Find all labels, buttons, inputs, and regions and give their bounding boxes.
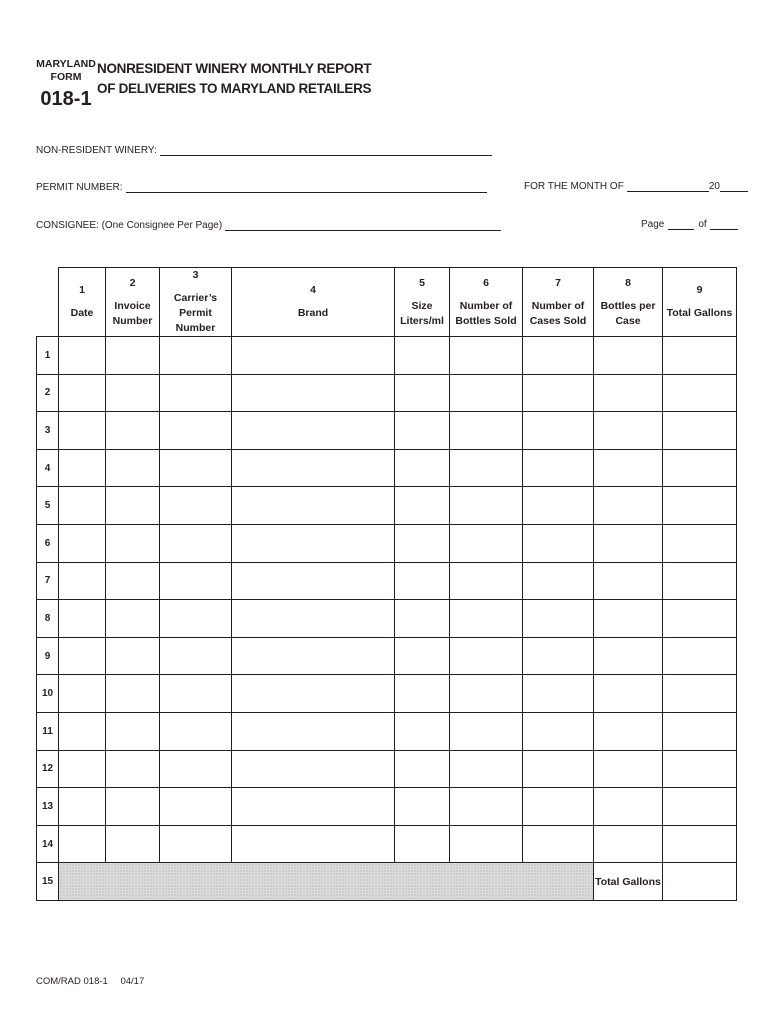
of-label: of <box>698 219 707 230</box>
table-row <box>37 562 737 600</box>
cell-bottles-sold[interactable] <box>450 712 523 750</box>
cell-bottles-per-case[interactable] <box>594 562 663 600</box>
row-number: 3 <box>37 412 59 450</box>
footer-form-code: COM/RAD 018-1 <box>36 976 108 987</box>
cell-invoice[interactable] <box>106 675 160 713</box>
cell-cases-sold[interactable] <box>523 788 594 826</box>
table-row <box>37 600 737 638</box>
cell-bottles-per-case[interactable] <box>594 637 663 675</box>
cell-size[interactable] <box>395 750 450 788</box>
cell-cases-sold[interactable] <box>523 675 594 713</box>
total-gallons-cell[interactable] <box>663 863 737 901</box>
cell-date[interactable] <box>59 374 106 412</box>
form-footer <box>36 976 154 987</box>
row-number: 10 <box>37 675 59 713</box>
cell-date[interactable] <box>59 337 106 375</box>
table-row <box>37 449 737 487</box>
cell-size[interactable] <box>395 600 450 638</box>
cell-date[interactable] <box>59 637 106 675</box>
row-number: 7 <box>37 562 59 600</box>
cell-invoice[interactable] <box>106 524 160 562</box>
cell-date[interactable] <box>59 600 106 638</box>
cell-invoice[interactable] <box>106 600 160 638</box>
cell-date[interactable] <box>59 712 106 750</box>
cell-cases-sold[interactable] <box>523 712 594 750</box>
row-number: 15 <box>37 863 59 901</box>
cell-brand[interactable] <box>232 637 395 675</box>
row-number: 12 <box>37 750 59 788</box>
cell-date[interactable] <box>59 825 106 863</box>
cell-brand[interactable] <box>232 750 395 788</box>
table-row <box>37 487 737 525</box>
table-row <box>37 750 737 788</box>
winery-field <box>36 144 492 156</box>
cell-date[interactable] <box>59 750 106 788</box>
table-row <box>37 675 737 713</box>
month-field <box>524 180 748 192</box>
cell-cases-sold[interactable] <box>523 524 594 562</box>
cell-invoice[interactable] <box>106 712 160 750</box>
cell-size[interactable] <box>395 449 450 487</box>
cell-carrier-permit[interactable] <box>160 788 232 826</box>
cell-cases-sold[interactable] <box>523 600 594 638</box>
cell-bottles-sold[interactable] <box>450 487 523 525</box>
cell-invoice[interactable] <box>106 562 160 600</box>
row-number: 14 <box>37 825 59 863</box>
shaded-area <box>59 863 594 901</box>
cell-carrier-permit[interactable] <box>160 600 232 638</box>
cell-bottles-per-case[interactable] <box>594 374 663 412</box>
cell-bottles-per-case[interactable] <box>594 487 663 525</box>
month-input-line[interactable] <box>627 180 709 192</box>
cell-brand[interactable] <box>232 712 395 750</box>
cell-invoice[interactable] <box>106 788 160 826</box>
cell-bottles-per-case[interactable] <box>594 750 663 788</box>
cell-bottles-per-case[interactable] <box>594 788 663 826</box>
col-carrier-permit-header: 3 Carrier’s Permit Number <box>160 268 232 337</box>
cell-invoice[interactable] <box>106 825 160 863</box>
cell-brand[interactable] <box>232 562 395 600</box>
form-identifier <box>36 58 96 111</box>
row-number: 9 <box>37 637 59 675</box>
form-title-line1: NONRESIDENT WINERY MONTHLY REPORT <box>97 61 372 76</box>
cell-cases-sold[interactable] <box>523 412 594 450</box>
cell-bottles-per-case[interactable] <box>594 412 663 450</box>
cell-total-gallons[interactable] <box>663 562 737 600</box>
cell-invoice[interactable] <box>106 449 160 487</box>
cell-cases-sold[interactable] <box>523 374 594 412</box>
row-number-header <box>37 268 59 337</box>
permit-input-line[interactable] <box>126 181 487 193</box>
cell-cases-sold[interactable] <box>523 562 594 600</box>
cell-total-gallons[interactable] <box>663 374 737 412</box>
cell-invoice[interactable] <box>106 637 160 675</box>
col-bottles-per-case-header: 8 Bottles per Case <box>594 268 663 337</box>
cell-bottles-per-case[interactable] <box>594 449 663 487</box>
cell-cases-sold[interactable] <box>523 825 594 863</box>
cell-date[interactable] <box>59 562 106 600</box>
permit-label: PERMIT NUMBER: <box>36 182 123 193</box>
cell-bottles-per-case[interactable] <box>594 675 663 713</box>
cell-carrier-permit[interactable] <box>160 562 232 600</box>
cell-total-gallons[interactable] <box>663 449 737 487</box>
cell-date[interactable] <box>59 788 106 826</box>
cell-cases-sold[interactable] <box>523 449 594 487</box>
row-number: 1 <box>37 337 59 375</box>
cell-bottles-sold[interactable] <box>450 600 523 638</box>
cell-invoice[interactable] <box>106 374 160 412</box>
cell-brand[interactable] <box>232 374 395 412</box>
cell-size[interactable] <box>395 675 450 713</box>
cell-brand[interactable] <box>232 600 395 638</box>
cell-bottles-per-case[interactable] <box>594 524 663 562</box>
footer-revision-date: 04/17 <box>120 976 145 987</box>
row-number: 8 <box>37 600 59 638</box>
cell-bottles-sold[interactable] <box>450 337 523 375</box>
col-invoice-header: 2 Invoice Number <box>106 268 160 337</box>
page-total-input-line[interactable] <box>710 218 738 230</box>
cell-brand[interactable] <box>232 675 395 713</box>
table-row <box>37 825 737 863</box>
cell-carrier-permit[interactable] <box>160 487 232 525</box>
table-row <box>37 712 737 750</box>
cell-carrier-permit[interactable] <box>160 675 232 713</box>
cell-date[interactable] <box>59 675 106 713</box>
row-number: 6 <box>37 524 59 562</box>
cell-carrier-permit[interactable] <box>160 637 232 675</box>
cell-bottles-sold[interactable] <box>450 750 523 788</box>
cell-total-gallons[interactable] <box>663 637 737 675</box>
winery-label: NON-RESIDENT WINERY: <box>36 145 157 156</box>
form-title <box>97 59 371 99</box>
consignee-field <box>36 219 501 231</box>
page-input-line[interactable] <box>668 218 694 230</box>
col-total-gallons-header: 9 Total Gallons <box>663 268 737 337</box>
row-number: 5 <box>37 487 59 525</box>
cell-carrier-permit[interactable] <box>160 412 232 450</box>
winery-input-line[interactable] <box>160 144 492 156</box>
cell-date[interactable] <box>59 449 106 487</box>
cell-cases-sold[interactable] <box>523 487 594 525</box>
col-bottles-sold-header: 6 Number of Bottles Sold <box>450 268 523 337</box>
cell-total-gallons[interactable] <box>663 412 737 450</box>
table-header-row <box>37 268 737 337</box>
form-state: MARYLAND <box>36 58 96 70</box>
page-field <box>641 218 738 230</box>
cell-size[interactable] <box>395 562 450 600</box>
cell-total-gallons[interactable] <box>663 712 737 750</box>
cell-brand[interactable] <box>232 524 395 562</box>
form-word: FORM <box>50 71 82 83</box>
table-row <box>37 412 737 450</box>
cell-carrier-permit[interactable] <box>160 374 232 412</box>
row-number: 11 <box>37 712 59 750</box>
table-row <box>37 374 737 412</box>
cell-bottles-per-case[interactable] <box>594 337 663 375</box>
cell-brand[interactable] <box>232 825 395 863</box>
cell-size[interactable] <box>395 412 450 450</box>
consignee-input-line[interactable] <box>225 219 501 231</box>
cell-date[interactable] <box>59 412 106 450</box>
cell-carrier-permit[interactable] <box>160 750 232 788</box>
deliveries-table <box>36 267 737 901</box>
cell-date[interactable] <box>59 524 106 562</box>
row-number: 2 <box>37 374 59 412</box>
cell-size[interactable] <box>395 825 450 863</box>
cell-total-gallons[interactable] <box>663 675 737 713</box>
cell-carrier-permit[interactable] <box>160 337 232 375</box>
cell-cases-sold[interactable] <box>523 637 594 675</box>
cell-size[interactable] <box>395 374 450 412</box>
cell-carrier-permit[interactable] <box>160 712 232 750</box>
cell-carrier-permit[interactable] <box>160 825 232 863</box>
cell-invoice[interactable] <box>106 750 160 788</box>
month-label: FOR THE MONTH OF <box>524 181 624 192</box>
cell-brand[interactable] <box>232 788 395 826</box>
row-number: 13 <box>37 788 59 826</box>
cell-size[interactable] <box>395 637 450 675</box>
cell-bottles-per-case[interactable] <box>594 712 663 750</box>
cell-bottles-sold[interactable] <box>450 412 523 450</box>
table-row <box>37 788 737 826</box>
form-number: 018-1 <box>40 88 92 110</box>
form-title-line2: OF DELIVERIES TO MARYLAND RETAILERS <box>97 81 372 96</box>
col-cases-sold-header: 7 Number of Cases Sold <box>523 268 594 337</box>
cell-bottles-sold[interactable] <box>450 524 523 562</box>
cell-bottles-sold[interactable] <box>450 562 523 600</box>
permit-field <box>36 181 487 193</box>
cell-bottles-sold[interactable] <box>450 788 523 826</box>
total-gallons-label: Total Gallons <box>594 863 663 901</box>
col-size-header: 5 Size Liters/ml <box>395 268 450 337</box>
table-row <box>37 637 737 675</box>
cell-bottles-sold[interactable] <box>450 637 523 675</box>
cell-size[interactable] <box>395 487 450 525</box>
cell-total-gallons[interactable] <box>663 337 737 375</box>
cell-brand[interactable] <box>232 412 395 450</box>
cell-carrier-permit[interactable] <box>160 524 232 562</box>
cell-cases-sold[interactable] <box>523 337 594 375</box>
cell-total-gallons[interactable] <box>663 788 737 826</box>
page-label: Page <box>641 219 665 230</box>
cell-total-gallons[interactable] <box>663 825 737 863</box>
col-brand-header: 4 Brand <box>232 268 395 337</box>
cell-date[interactable] <box>59 487 106 525</box>
table-row <box>37 337 737 375</box>
row-number: 4 <box>37 449 59 487</box>
total-row <box>37 863 737 901</box>
cell-invoice[interactable] <box>106 412 160 450</box>
year-input-line[interactable] <box>720 180 748 192</box>
cell-size[interactable] <box>395 788 450 826</box>
cell-size[interactable] <box>395 524 450 562</box>
cell-brand[interactable] <box>232 487 395 525</box>
cell-bottles-sold[interactable] <box>450 675 523 713</box>
cell-size[interactable] <box>395 337 450 375</box>
cell-bottles-sold[interactable] <box>450 374 523 412</box>
cell-bottles-sold[interactable] <box>450 825 523 863</box>
col-date-header: 1 Date <box>59 268 106 337</box>
cell-total-gallons[interactable] <box>663 600 737 638</box>
cell-total-gallons[interactable] <box>663 487 737 525</box>
cell-brand[interactable] <box>232 449 395 487</box>
cell-carrier-permit[interactable] <box>160 449 232 487</box>
cell-brand[interactable] <box>232 337 395 375</box>
year-prefix: 20 <box>708 181 720 192</box>
table-row <box>37 524 737 562</box>
cell-cases-sold[interactable] <box>523 750 594 788</box>
cell-bottles-per-case[interactable] <box>594 825 663 863</box>
cell-invoice[interactable] <box>106 337 160 375</box>
cell-invoice[interactable] <box>106 487 160 525</box>
cell-bottles-per-case[interactable] <box>594 600 663 638</box>
cell-total-gallons[interactable] <box>663 750 737 788</box>
cell-size[interactable] <box>395 712 450 750</box>
cell-total-gallons[interactable] <box>663 524 737 562</box>
cell-bottles-sold[interactable] <box>450 449 523 487</box>
consignee-label: CONSIGNEE: (One Consignee Per Page) <box>36 220 223 231</box>
